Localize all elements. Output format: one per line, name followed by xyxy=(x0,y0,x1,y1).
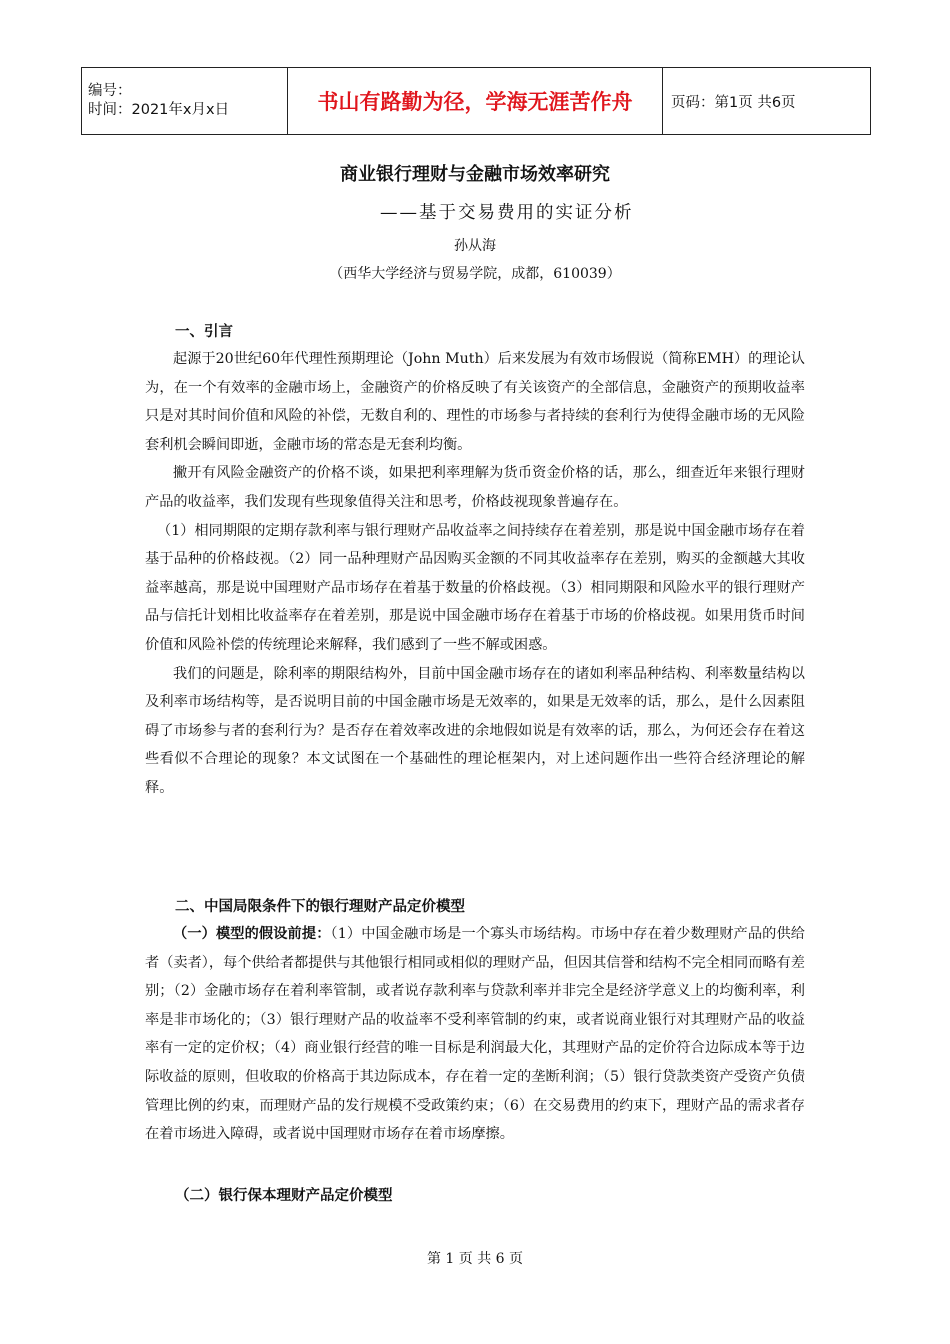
affiliation: （西华大学经济与贸易学院，成都，610039） xyxy=(329,266,621,282)
header-page-info: 页码：第1页 共6页 xyxy=(663,68,871,135)
assumptions-label: （一）模型的假设前提： xyxy=(173,926,331,942)
subsection-heading-pricing-model: （二）银行保本理财产品定价模型 xyxy=(175,1188,393,1204)
section-heading-model: 二、中国局限条件下的银行理财产品定价模型 xyxy=(175,899,465,915)
paragraph-1: 起源于20世纪60年代理性预期理论（John Muth）后来发展为有效市场假说（简称EMH）的理论认为，在一个有效率的金融市场上，金融资产的价格反映了有关该资产的全部信息，金融资产的预期收益率只是对其时间价值和风险的补偿，无数自利的、理性的市场参与者持续的套利行为使得金融市场的无风险套利机会瞬间即逝，金融市场的常态是无套利均衡。 xyxy=(145,351,805,453)
section-model-body xyxy=(145,920,805,1149)
header-table xyxy=(81,67,871,135)
paragraph-2: 撇开有风险金融资产的价格不谈，如果把利率理解为货币资金价格的话，那么，细查近年来银行理财产品的收益率，我们发现有些现象值得关注和思考，价格歧视现象普遍存在。 xyxy=(145,465,805,510)
paragraph-4: 我们的问题是，除利率的期限结构外，目前中国金融市场存在的诸如利率品种结构、利率数量结构以及利率市场结构等，是否说明目前的中国金融市场是无效率的，如果是无效率的话，那么，是什么因素阻碍了市场参与者的套利行为？是否存在着效率改进的余地假如说是有效率的话，那么，为何还会存在着这些看似不合理论的现象？本文试图在一个基础性的理论框架内，对上述问题作出一些符合经济理论的解释。 xyxy=(145,665,805,796)
author: 孙从海 xyxy=(454,238,496,254)
section-heading-intro: 一、引言 xyxy=(175,324,233,340)
section-intro-body xyxy=(145,345,805,803)
header-motto: 书山有路勤为径，学海无涯苦作舟 xyxy=(288,68,663,135)
page-footer: 第 1 页 共 6 页 xyxy=(426,1251,524,1267)
page-title: 商业银行理财与金融市场效率研究 xyxy=(340,164,610,185)
page-subtitle: ——基于交易费用的实证分析 xyxy=(380,203,634,223)
assumptions-text: （1）中国金融市场是一个寡头市场结构。市场中存在着少数理财产品的供给者（卖者），每个供给者都提供与其他银行相同或相似的理财产品，但因其信誉和结构不完全相同而略有差别；（2）金融市场存在着利率管制，或者说存款利率与贷款利率并非完全是经济学意义上的均衡利率，利率是非市场化的；（3）银行理财产品的收益率不受利率管制的约束，或者说商业银行对其理财产品的收益率有一定的定价权；（4）商业银行经营的唯一目标是利润最大化，其理财产品的定价符合边际成本等于边际收益的原则，但收取的价格高于其边际成本，存在着一定的垄断利润；（5）银行贷款类资产受资产负债管理比例的约束，而理财产品的发行规模不受政策约束；（6）在交易费用的约束下，理财产品的需求者存在着市场进入障碍，或者说中国理财市场存在着市场摩擦。 xyxy=(145,926,805,1143)
document-time-label: 时间：2021年x月x日 xyxy=(88,102,230,118)
paragraph-3: （1）相同期限的定期存款利率与银行理财产品收益率之间持续存在着差别，那是说中国金融市场存在着基于品种的价格歧视。（2）同一品种理财产品因购买金额的不同其收益率存在差别，购买的金额越大其收益率越高，那是说中国理财产品市场存在着基于数量的价格歧视。（3）相同期限和风险水平的银行理财产品与信托计划相比收益率存在着差别，那是说中国金融市场存在着基于市场的价格歧视。如果用货币时间价值和风险补偿的传统理论来解释，我们感到了一些不解或困惑。 xyxy=(145,522,805,653)
header-left-cell xyxy=(82,68,288,135)
document-number-label: 编号： xyxy=(88,83,132,99)
paragraph-assumptions xyxy=(145,920,805,1149)
